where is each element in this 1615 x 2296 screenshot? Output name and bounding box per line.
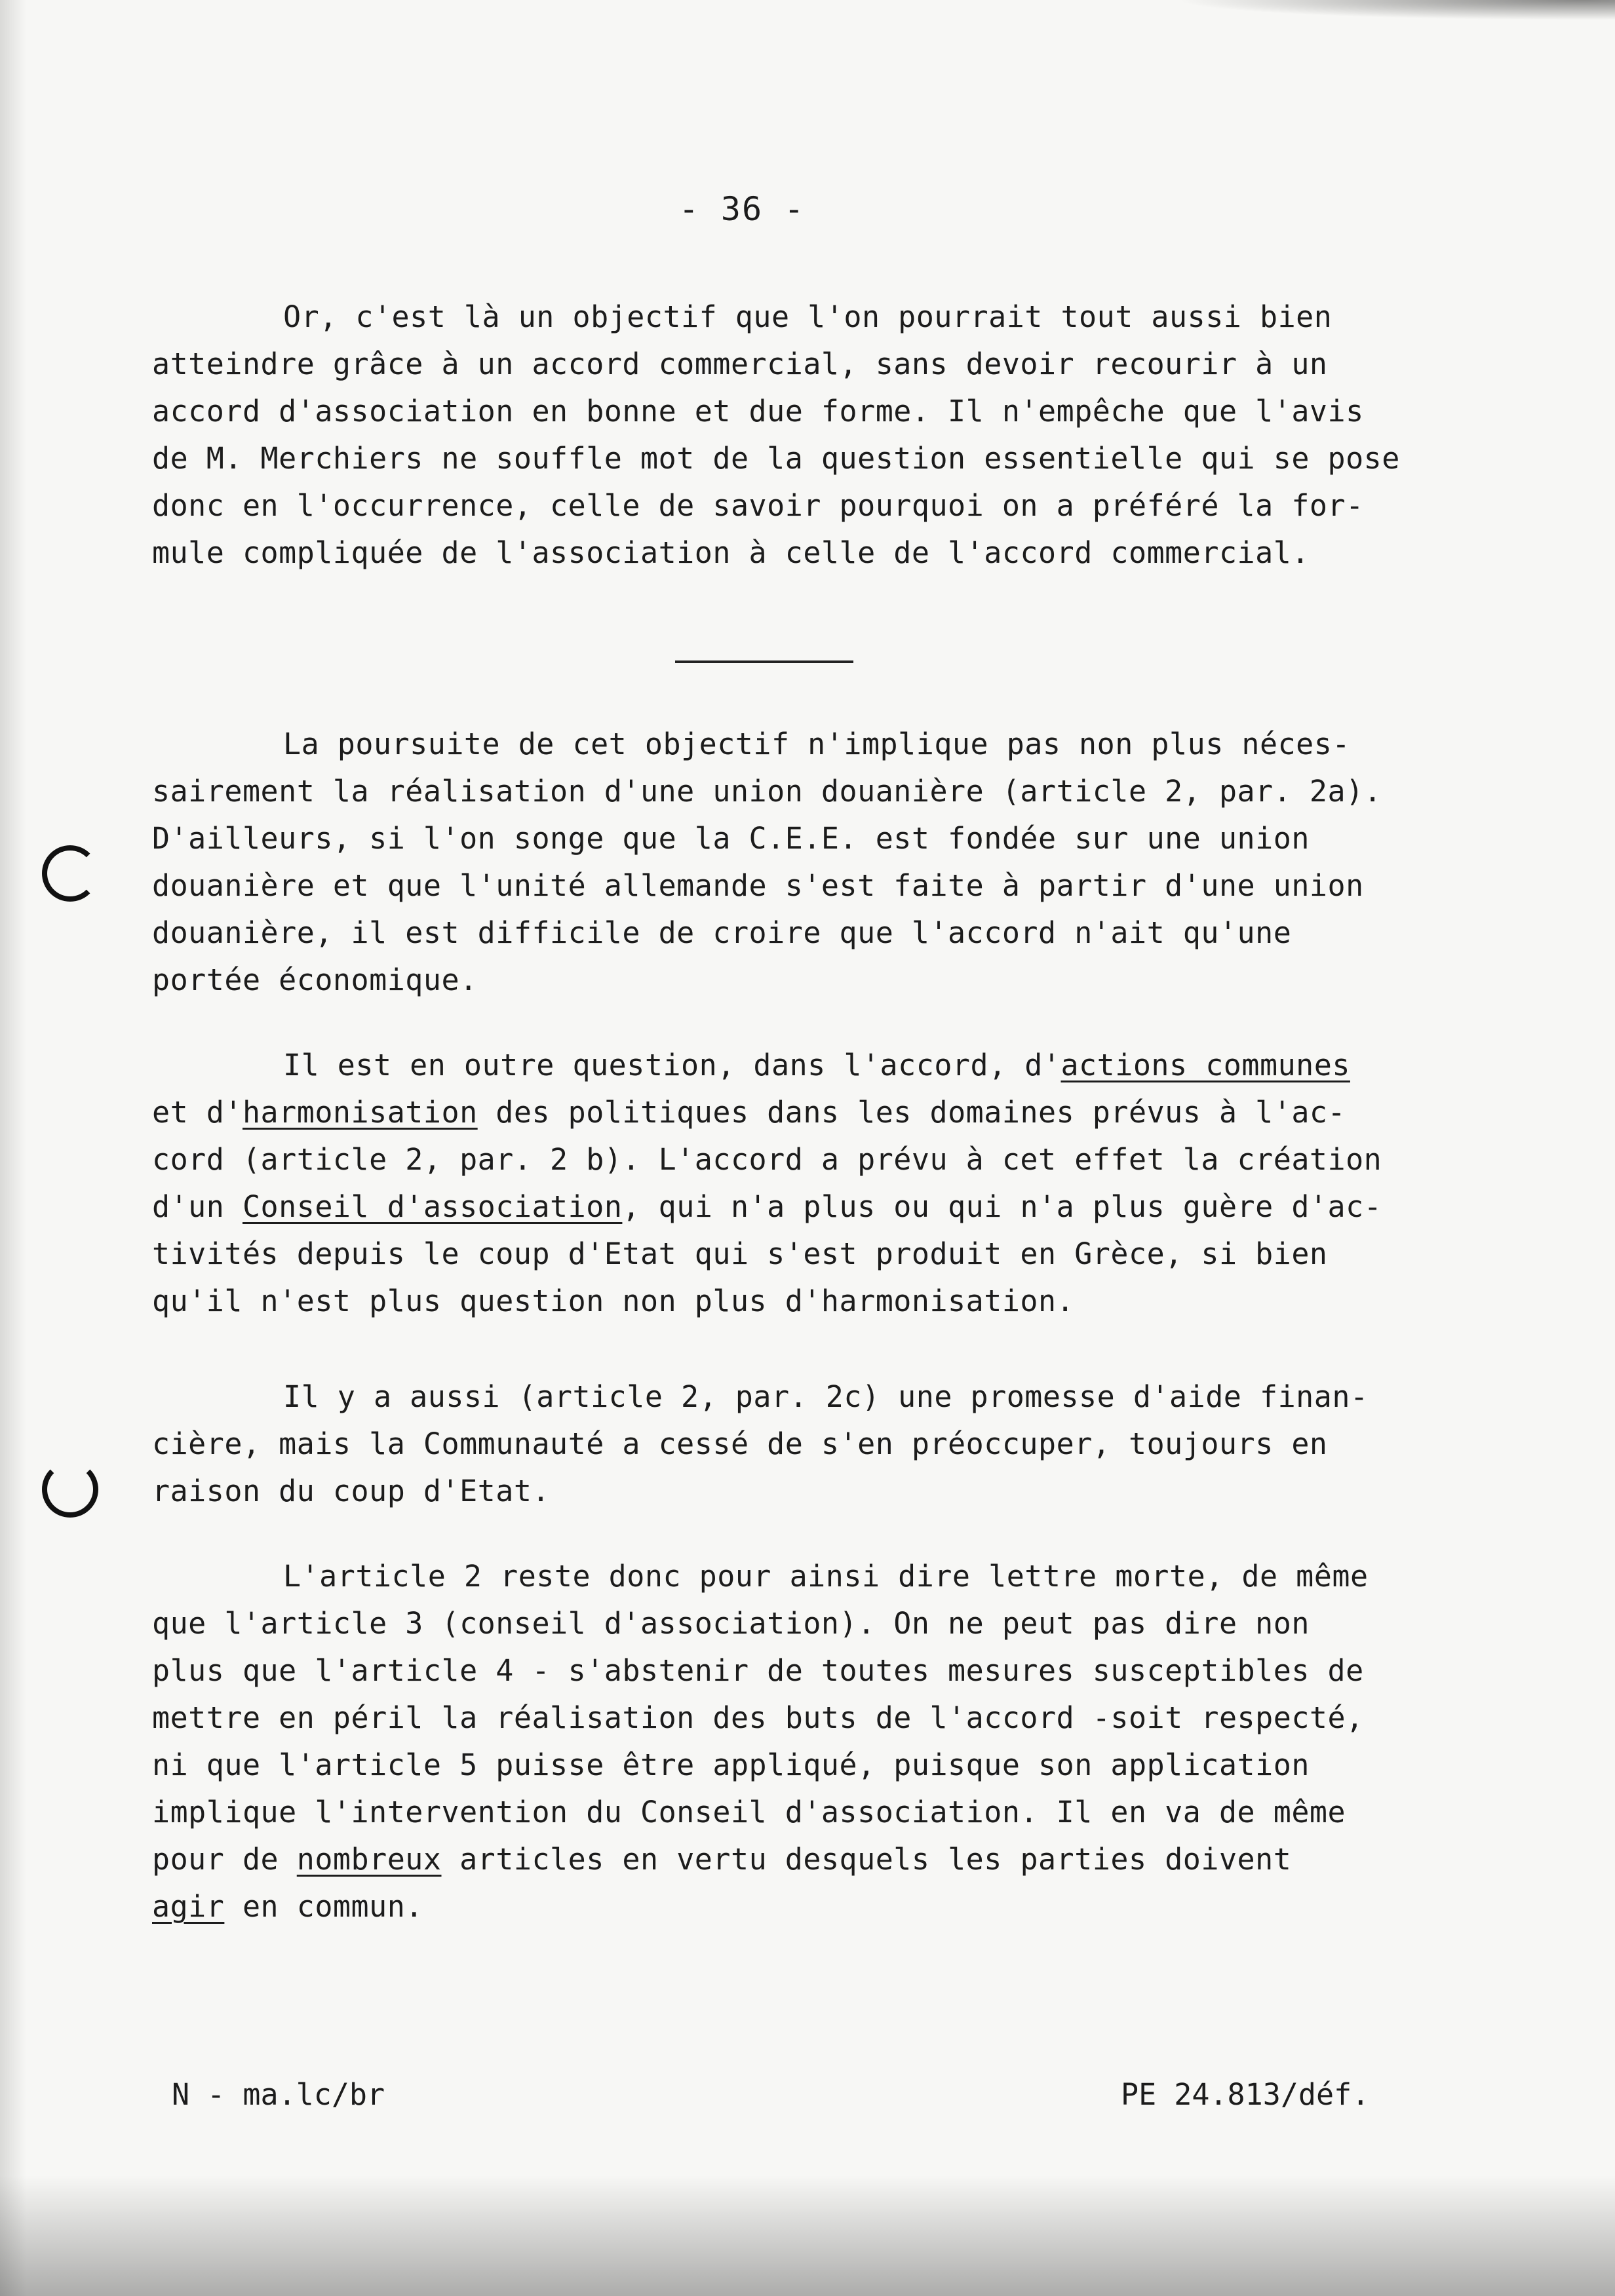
text-segment: d'un bbox=[152, 1189, 243, 1224]
text-line: atteindre grâce à un accord commercial, sans devoir recourir à un bbox=[152, 347, 1328, 381]
text-line: de M. Merchiers ne souffle mot de la question essentielle qui se pose bbox=[152, 441, 1400, 476]
text-line: douanière et que l'unité allemande s'est faite à partir d'une union bbox=[152, 868, 1364, 903]
text-line: Il y a aussi (article 2, par. 2c) une promesse d'aide finan- bbox=[283, 1379, 1369, 1414]
text-line: portée économique. bbox=[152, 963, 478, 997]
text-line: plus que l'article 4 - s'abstenir de toutes mesures susceptibles de bbox=[152, 1653, 1364, 1688]
punch-hole-mark bbox=[42, 845, 98, 902]
document-reference-code: N - ma.lc/br bbox=[172, 2077, 385, 2112]
text-segment: en commun. bbox=[224, 1889, 423, 1924]
underlined-term: actions communes bbox=[1060, 1048, 1350, 1082]
scan-corner-noise bbox=[0, 0, 1615, 79]
document-reference-number: PE 24.813/déf. bbox=[1121, 2077, 1370, 2112]
text-segment: et d' bbox=[152, 1095, 243, 1130]
scan-edge-shadow bbox=[0, 0, 26, 2296]
text-line: mettre en péril la réalisation des buts de l'accord -soit respecté, bbox=[152, 1700, 1364, 1735]
underlined-term: harmonisation bbox=[242, 1095, 478, 1130]
paragraph-1 bbox=[152, 294, 1542, 577]
text-line: raison du coup d'Etat. bbox=[152, 1474, 551, 1508]
paragraph-4 bbox=[152, 1373, 1542, 1515]
text-line: cord (article 2, par. 2 b). L'accord a prévu à cet effet la création bbox=[152, 1142, 1382, 1177]
text-line: Or, c'est là un objectif que l'on pourrait tout aussi bien bbox=[283, 299, 1333, 334]
text-segment: des politiques dans les domaines prévus à l'ac- bbox=[477, 1095, 1346, 1130]
text-line: implique l'intervention du Conseil d'association. Il en va de même bbox=[152, 1795, 1346, 1829]
paragraph-3 bbox=[152, 1042, 1542, 1325]
text-line: tivités depuis le coup d'Etat qui s'est produit en Grèce, si bien bbox=[152, 1236, 1328, 1271]
section-separator bbox=[675, 660, 853, 663]
text-line: mule compliquée de l'association à celle de l'accord commercial. bbox=[152, 535, 1310, 570]
underlined-term: Conseil d'association bbox=[242, 1189, 623, 1224]
paragraph-5 bbox=[152, 1553, 1542, 1930]
text-line: qu'il n'est plus question non plus d'harmonisation. bbox=[152, 1284, 1075, 1318]
punch-hole-mark bbox=[42, 1461, 98, 1518]
scan-bottom-noise bbox=[0, 2175, 1615, 2296]
text-line: cière, mais la Communauté a cessé de s'en préoccuper, toujours en bbox=[152, 1426, 1328, 1461]
page-number: - 36 - bbox=[678, 190, 806, 228]
paragraph-2 bbox=[152, 721, 1542, 1004]
underlined-term: nombreux bbox=[296, 1842, 442, 1877]
text-line: D'ailleurs, si l'on songe que la C.E.E. est fondée sur une union bbox=[152, 821, 1310, 856]
text-line: que l'article 3 (conseil d'association). On ne peut pas dire non bbox=[152, 1606, 1310, 1641]
underlined-term: agir bbox=[152, 1889, 225, 1924]
text-segment: Il est en outre question, dans l'accord, d' bbox=[283, 1048, 1061, 1082]
text-line: ni que l'article 5 puisse être appliqué, puisque son application bbox=[152, 1748, 1310, 1782]
text-line: douanière, il est difficile de croire que l'accord n'ait qu'une bbox=[152, 915, 1292, 950]
text-line: accord d'association en bonne et due forme. Il n'empêche que l'avis bbox=[152, 394, 1364, 429]
text-segment: , qui n'a plus ou qui n'a plus guère d'ac- bbox=[622, 1189, 1382, 1224]
text-line: L'article 2 reste donc pour ainsi dire lettre morte, de même bbox=[283, 1559, 1369, 1594]
text-line: donc en l'occurrence, celle de savoir pourquoi on a préféré la for- bbox=[152, 488, 1364, 523]
text-line: La poursuite de cet objectif n'implique pas non plus néces- bbox=[283, 727, 1350, 761]
text-segment: pour de bbox=[152, 1842, 297, 1877]
text-segment: articles en vertu desquels les parties doivent bbox=[441, 1842, 1292, 1877]
text-line: sairement la réalisation d'une union douanière (article 2, par. 2a). bbox=[152, 774, 1382, 809]
